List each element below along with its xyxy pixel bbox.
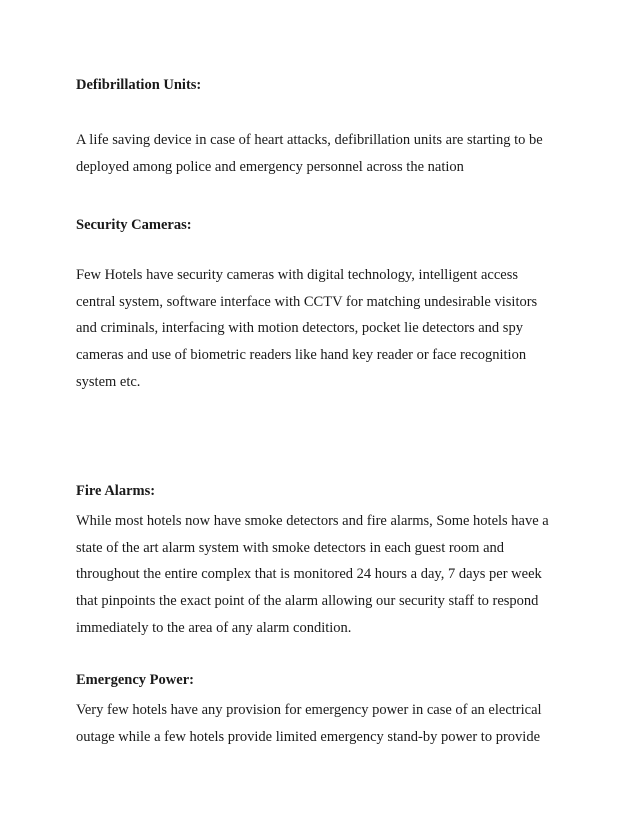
text-line: system etc. (76, 373, 141, 390)
section-heading-security-cameras: Security Cameras: (76, 217, 192, 233)
text-line: central system, software interface with CCTV for matching undesirable visitors (76, 293, 538, 310)
section-body-fire-alarms (76, 508, 576, 641)
text-line: deployed among police and emergency personnel across the nation (76, 158, 464, 175)
text-line: Very few hotels have any provision for emergency power in case of an electrical (76, 702, 542, 718)
text-line: A life saving device in case of heart attacks, defibrillation units are starting to be (76, 132, 543, 148)
text-line: throughout the entire complex that is monitored 24 hours a day, 7 days per week (76, 566, 542, 583)
text-line: state of the art alarm system with smoke detectors in each guest room and (76, 539, 505, 556)
text-line: Few Hotels have security cameras with digital technology, intelligent access (76, 267, 518, 283)
text-line: and criminals, interfacing with motion detectors, pocket lie detectors and spy (76, 320, 523, 337)
section-heading-emergency-power: Emergency Power: (76, 672, 194, 688)
text-line: immediately to the area of any alarm condition. (76, 619, 352, 636)
text-line: While most hotels now have smoke detectors and fire alarms, Some hotels have a (76, 513, 549, 529)
text-line: that pinpoints the exact point of the alarm allowing our security staff to respond (76, 593, 539, 610)
section-heading-defibrillation-units: Defibrillation Units: (76, 77, 202, 93)
section-body-emergency-power (76, 697, 576, 750)
section-heading-fire-alarms: Fire Alarms: (76, 483, 156, 499)
text-line: cameras and use of biometric readers like hand key reader or face recognition (76, 347, 527, 364)
section-body-security-cameras (76, 262, 576, 395)
text-line: outage while a few hotels provide limited emergency stand-by power to provide (76, 728, 540, 745)
section-body-defibrillation-units (76, 127, 576, 180)
